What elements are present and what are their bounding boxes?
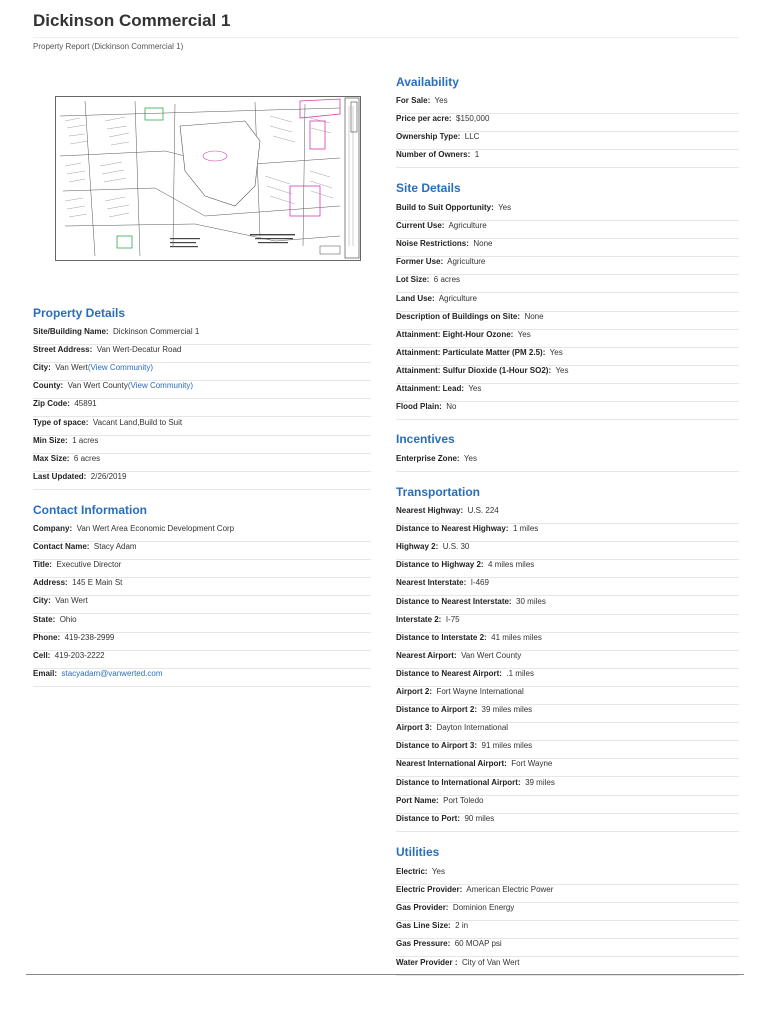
detail-label: Electric: [396,867,428,876]
detail-value: 419-203-2222 [54,650,105,660]
property-details-heading: Property Details [33,306,126,320]
page-title: Dickinson Commercial 1 [33,11,231,30]
detail-row [33,596,371,614]
detail-value: 39 miles miles [481,705,533,715]
detail-row [396,687,739,705]
detail-value: 90 miles [464,813,495,823]
detail-value: 30 miles [516,596,546,606]
detail-row [33,615,371,633]
detail-label: Company: [33,524,73,533]
availability-heading: Availability [396,75,459,89]
detail-row [396,150,739,168]
detail-value: Fort Wayne [511,759,553,769]
transportation-heading: Transportation [396,485,481,499]
detail-value: 6 acres [73,453,101,463]
detail-row [396,257,739,275]
detail-row [33,651,371,669]
detail-label: Airport 2: [396,687,432,696]
detail-row [396,384,739,402]
detail-value: Van Wert County [67,381,128,391]
detail-label: For Sale: [396,96,431,105]
detail-value: City of Van Wert [461,957,520,967]
detail-label: Nearest Airport: [396,650,457,660]
detail-row [396,203,739,221]
detail-row [396,867,739,885]
detail-label: City: [33,363,51,373]
detail-row [396,294,739,312]
detail-value: 4 miles miles [488,560,535,570]
detail-value: Agriculture [447,257,486,267]
detail-label: Distance to Nearest Highway: [396,524,509,534]
detail-value: Yes [549,347,563,357]
detail-value: Van Wert Area Economic Development Corp [76,524,235,533]
detail-value: None [524,311,544,321]
detail-link[interactable]: (View Community) [87,363,154,373]
detail-row [396,633,739,651]
detail-row [396,939,739,957]
detail-label: Former Use: [396,257,444,267]
detail-label: Zip Code: [33,399,70,409]
detail-label: Highway 2: [396,542,439,552]
detail-label: Max Size: [33,453,70,463]
detail-row [33,454,371,472]
detail-label: Distance to Highway 2: [396,560,484,570]
detail-label: Distance to Nearest Interstate: [396,596,512,606]
detail-label: City: [33,596,51,606]
detail-row [33,345,371,363]
detail-label: Gas Pressure: [396,939,451,949]
detail-value: I-75 [445,614,460,624]
detail-row [396,348,739,366]
detail-value: 91 miles miles [481,741,533,751]
detail-label: Phone: [33,632,61,642]
detail-link[interactable]: stacyadam@vanwerted.com [61,668,163,678]
detail-row [33,669,371,687]
detail-value: 6 acres [433,275,461,285]
detail-row [33,633,371,651]
detail-value: Yes [434,96,448,105]
detail-label: Email: [33,668,58,678]
detail-row [396,275,739,293]
detail-value: Dominion Energy [452,903,515,913]
detail-value: Van Wert [55,363,88,373]
detail-value: $150,000 [456,114,490,124]
detail-row [33,363,371,381]
detail-row [396,524,739,542]
detail-value: Ohio [59,614,77,624]
detail-row [396,669,739,687]
detail-row [396,778,739,796]
detail-row [396,759,739,777]
detail-row [33,381,371,399]
detail-value: 419-238-2999 [64,632,115,642]
detail-value: Van Wert-Decatur Road [96,345,182,355]
detail-label: Interstate 2: [396,614,442,624]
detail-row [396,597,739,615]
detail-row [33,524,371,542]
detail-label: Current Use: [396,221,445,231]
detail-label: Distance to International Airport: [396,777,521,787]
detail-row [396,958,739,976]
detail-label: Street Address: [33,345,93,355]
detail-value: Fort Wayne International [436,687,524,696]
detail-value: 145 E Main St [72,578,123,588]
detail-label: Electric Provider: [396,885,463,895]
detail-value: Port Toledo [443,795,484,805]
detail-row [396,903,739,921]
detail-row [396,796,739,814]
detail-value: No [446,402,457,412]
detail-value: Van Wert [55,596,88,606]
detail-value: 39 miles [525,777,555,787]
detail-label: Gas Provider: [396,903,449,913]
detail-value: American Electric Power [466,885,554,895]
detail-row [396,578,739,596]
detail-value: Yes [463,454,477,463]
detail-value: 60 MOAP psi [454,939,502,949]
site-plan-drawing [55,96,361,261]
detail-value: Dickinson Commercial 1 [113,327,200,336]
detail-row [33,418,371,436]
detail-label: Attainment: Lead: [396,384,464,393]
detail-label: Airport 3: [396,723,432,733]
detail-label: Distance to Nearest Airport: [396,668,502,678]
detail-value: Stacy Adam [93,542,137,552]
detail-row [396,921,739,939]
detail-row [396,366,739,384]
detail-value: LLC [464,132,480,142]
detail-value: 1 [474,150,480,160]
detail-label: Flood Plain: [396,402,442,412]
detail-label: State: [33,614,56,624]
detail-value: Yes [555,365,569,375]
detail-label: Number of Owners: [396,150,471,160]
detail-label: Cell: [33,650,51,660]
detail-value: 45891 [74,399,97,409]
detail-label: Min Size: [33,435,68,445]
detail-value: 1 acres [72,435,99,445]
detail-label: Nearest International Airport: [396,759,507,769]
detail-label: Distance to Airport 2: [396,705,478,715]
detail-value: 41 miles miles [491,632,542,642]
detail-label: Title: [33,560,52,570]
detail-value: 1 miles [512,524,539,534]
detail-row [33,472,371,490]
detail-value: Yes [498,203,512,212]
detail-row [33,560,371,578]
detail-label: Enterprise Zone: [396,454,460,463]
detail-row [396,239,739,257]
detail-value: Yes [468,384,482,393]
detail-label: Water Provider : [396,957,458,967]
detail-label: Description of Buildings on Site: [396,311,520,321]
utilities-heading: Utilities [396,845,440,859]
detail-label: Price per acre: [396,114,452,124]
detail-label: Land Use: [396,293,435,303]
detail-row [396,723,739,741]
detail-value: None [473,239,493,249]
detail-row [396,542,739,560]
detail-label: Last Updated: [33,471,87,481]
detail-row [396,454,739,472]
detail-label: Distance to Airport 3: [396,741,478,751]
footer-divider [26,974,744,975]
detail-row [396,885,739,903]
detail-row [396,741,739,759]
detail-value: Executive Director [56,560,122,570]
detail-value: .1 miles [506,668,534,678]
detail-label: Build to Suit Opportunity: [396,203,494,212]
detail-value: Yes [431,867,445,876]
detail-row [396,615,739,633]
detail-row [396,132,739,150]
detail-row [396,560,739,578]
detail-label: Attainment: Eight-Hour Ozone: [396,329,514,339]
detail-label: Site/Building Name: [33,327,109,336]
detail-label: Nearest Interstate: [396,578,467,588]
detail-label: Type of space: [33,417,89,427]
contact-information-heading: Contact Information [33,503,147,517]
detail-row [33,436,371,454]
detail-row [396,402,739,420]
detail-label: Ownership Type: [396,132,461,142]
detail-row [396,330,739,348]
detail-link[interactable]: (View Community) [127,381,194,391]
detail-row [33,399,371,417]
page-subtitle: Property Report (Dickinson Commercial 1) [33,42,184,51]
detail-label: Attainment: Sulfur Dioxide (1-Hour SO2): [396,365,552,375]
detail-label: Distance to Interstate 2: [396,632,487,642]
detail-label: Attainment: Particulate Matter (PM 2.5): [396,347,546,357]
detail-label: Noise Restrictions: [396,239,469,249]
detail-label: Lot Size: [396,275,430,285]
detail-row [396,114,739,132]
detail-label: Gas Line Size: [396,921,451,931]
detail-value: 2/26/2019 [90,471,127,481]
detail-row [396,705,739,723]
incentives-heading: Incentives [396,432,455,446]
detail-label: Contact Name: [33,542,90,552]
detail-value: Agriculture [438,293,477,303]
detail-row [396,96,739,114]
detail-value: Vacant Land,Build to Suit [92,417,183,427]
detail-row [396,651,739,669]
detail-label: County: [33,381,64,391]
detail-value: Dayton International [436,723,509,733]
detail-row [396,312,739,330]
detail-value: U.S. 224 [467,506,499,515]
detail-row [33,327,371,345]
detail-row [396,506,739,524]
detail-label: Address: [33,578,68,588]
site-plan-map [55,96,361,261]
detail-value: 2 in [455,921,469,931]
site-details-heading: Site Details [396,181,461,195]
detail-value: Agriculture [448,221,487,231]
detail-value: Yes [517,329,531,339]
detail-value: U.S. 30 [442,542,470,552]
detail-label: Port Name: [396,795,439,805]
detail-value: I-469 [470,578,489,588]
detail-label: Nearest Highway: [396,506,464,515]
detail-row [33,542,371,560]
detail-row [33,578,371,596]
detail-label: Distance to Port: [396,813,461,823]
detail-value: Van Wert County [461,650,522,660]
detail-row [396,814,739,832]
detail-row [396,221,739,239]
header-divider [33,37,739,38]
